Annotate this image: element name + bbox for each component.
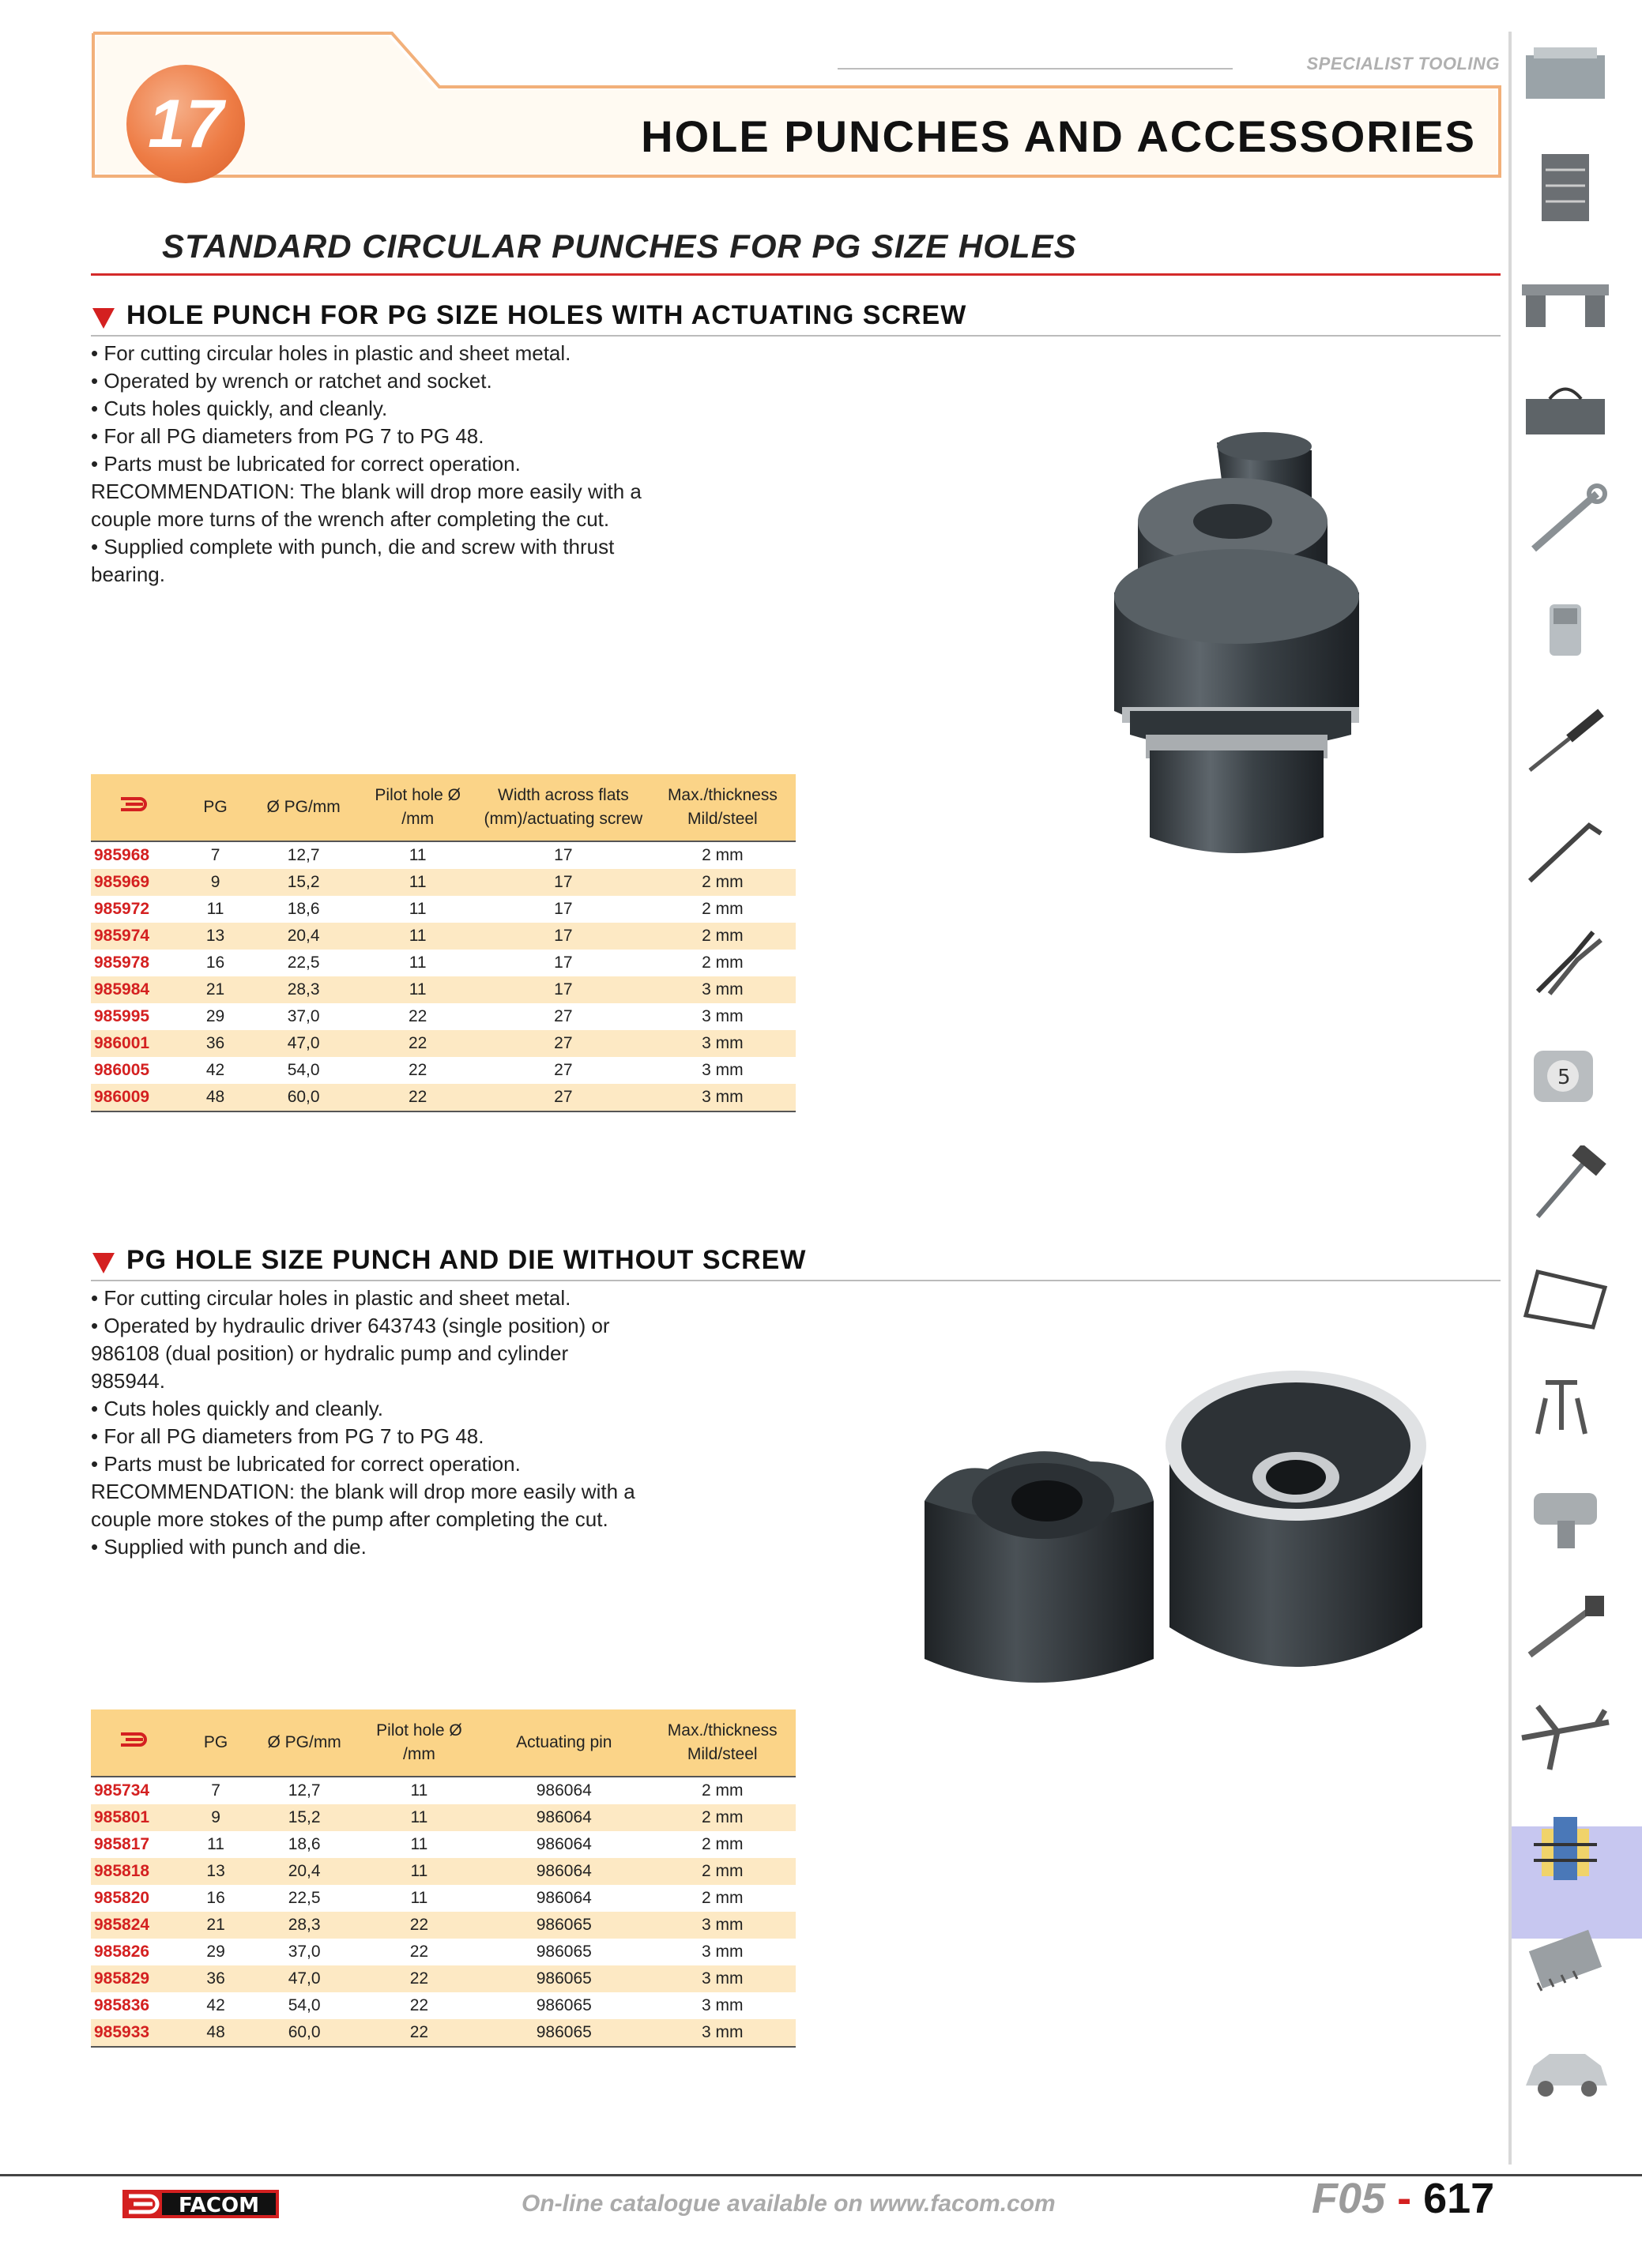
desc-line: • Supplied with punch and die.	[91, 1535, 367, 1559]
table-cell: 42	[205, 1061, 225, 1079]
desc-line: • Cuts holes quickly and cleanly.	[91, 1397, 383, 1420]
reference-cell: 986001	[94, 1034, 150, 1052]
table-cell: 11	[409, 953, 427, 972]
table-cell: 986064	[536, 1781, 592, 1800]
chapter-number-badge: 17	[126, 65, 245, 183]
table-cell: 15,2	[287, 873, 320, 891]
desc-line: • For all PG diameters from PG 7 to PG 48.	[91, 424, 484, 448]
table-row	[91, 1858, 796, 1885]
reference-cell: 986009	[91, 1084, 182, 1111]
reference-cell: 985820	[94, 1889, 150, 1907]
table-cell: 11	[409, 900, 427, 918]
page-title: HOLE PUNCHES AND ACCESSORIES	[641, 111, 1476, 161]
table-cell: 27	[554, 1034, 573, 1052]
table-cell: 11	[410, 1808, 428, 1826]
hacksaw-icon[interactable]	[1514, 1256, 1617, 1335]
section-divider	[91, 273, 1501, 276]
section-title: STANDARD CIRCULAR PUNCHES FOR PG SIZE HOLES	[162, 228, 1077, 265]
electronics-icon[interactable]	[1514, 1920, 1617, 1999]
table-cell: 986064	[536, 1835, 592, 1853]
table-cell: 7	[211, 1781, 220, 1800]
table-cell: 11	[410, 1835, 428, 1853]
table-row	[91, 1939, 796, 1965]
reference-cell: 985826	[94, 1943, 150, 1961]
table-cell: 48	[183, 2019, 250, 2047]
table-cell: 54,0	[287, 1061, 320, 1079]
table-cell: 60,0	[250, 2019, 360, 2047]
table-row	[91, 1912, 796, 1939]
table-cell: 22	[409, 1969, 429, 1988]
svg-text:FACOM: FACOM	[179, 2194, 259, 2217]
table-cell: 22,5	[288, 1889, 321, 1907]
table-row	[91, 841, 796, 869]
car-icon[interactable]	[1514, 2030, 1617, 2109]
reference-cell: 985817	[94, 1835, 150, 1853]
punch-and-die-image	[917, 1343, 1517, 1754]
table-cell: 27	[554, 1061, 573, 1079]
column-header: PG	[183, 1709, 250, 1777]
facom-logo	[122, 2190, 279, 2218]
table-cell: 17	[554, 953, 573, 972]
table-cell: 11	[410, 1889, 428, 1907]
table-cell: 3 mm	[701, 1969, 744, 1988]
pipe-wrench-icon[interactable]	[1514, 1588, 1617, 1667]
table-cell: 16	[206, 1889, 225, 1907]
aircraft-icon[interactable]	[1514, 1698, 1617, 1777]
reference-cell: 985734	[94, 1781, 150, 1800]
table-cell: 22	[358, 1084, 477, 1111]
table-cell: 2 mm	[702, 900, 744, 918]
hole-punch-with-screw-image	[1075, 427, 1383, 869]
table-cell: 47,0	[288, 1969, 321, 1988]
table-cell: 17	[554, 873, 573, 891]
table-cell: 54,0	[288, 1996, 321, 2014]
reference-icon	[119, 795, 154, 813]
product1-table	[91, 774, 796, 1112]
reference-cell: 985933	[91, 2019, 183, 2047]
roller-cabinet-icon[interactable]	[1514, 150, 1617, 229]
workbench-icon[interactable]	[1514, 261, 1617, 340]
table-cell: 2 mm	[701, 1889, 744, 1907]
table-row	[91, 976, 796, 1003]
page-separator: -	[1397, 2175, 1412, 2222]
table-cell: 13	[205, 927, 225, 945]
table-row	[91, 1831, 796, 1858]
table-cell: 11	[207, 1835, 224, 1853]
table-cell: 15,2	[288, 1808, 321, 1826]
hex-key-icon[interactable]	[1514, 814, 1617, 893]
table-cell: 22,5	[287, 953, 320, 972]
category-label: SPECIALIST TOOLING	[1306, 54, 1500, 73]
table-cell: 7	[210, 846, 220, 864]
table-cell: 22	[409, 1943, 429, 1961]
column-header: Ø PG/mm	[250, 1709, 360, 1777]
table-cell: 60,0	[249, 1084, 359, 1111]
table-cell: 22	[409, 1034, 427, 1052]
table-row	[91, 1885, 796, 1912]
pliers-icon[interactable]	[1514, 924, 1617, 1003]
table-cell: 22	[409, 1061, 427, 1079]
column-header: Max./thickness Mild/steel	[650, 774, 796, 841]
toolbox-icon[interactable]	[1514, 371, 1617, 450]
table-row	[91, 1965, 796, 1992]
table-cell: 42	[206, 1996, 225, 2014]
desc-line: • Parts must be lubricated for correct operation.	[91, 1452, 521, 1476]
table-cell: 9	[210, 873, 220, 891]
table-cell: 3 mm	[650, 1084, 796, 1111]
table-cell: 36	[205, 1034, 225, 1052]
column-header: Pilot hole Ø /mm	[360, 1709, 479, 1777]
table-cell: 36	[206, 1969, 225, 1988]
table-row	[91, 1003, 796, 1030]
reference-cell: 985836	[94, 1996, 150, 2014]
table-row	[91, 1777, 796, 1804]
table-row	[91, 1804, 796, 1831]
table-row	[91, 1057, 796, 1084]
page-number	[1312, 2174, 1494, 2223]
table-cell: 17	[554, 927, 573, 945]
table-row	[91, 869, 796, 896]
table-cell: 20,4	[288, 1862, 321, 1880]
desc-line: • For cutting circular holes in plastic and sheet metal.	[91, 341, 571, 365]
power-tool-icon[interactable]	[1514, 1477, 1617, 1556]
puller-icon[interactable]	[1514, 1367, 1617, 1446]
table-cell: 2 mm	[701, 1808, 744, 1826]
table-cell: 22	[409, 1996, 429, 2014]
table-cell: 2 mm	[702, 927, 744, 945]
ref-column-header	[91, 1709, 183, 1777]
table-cell: 18,6	[287, 900, 320, 918]
table-cell: 2 mm	[701, 1862, 744, 1880]
desc-line: • Supplied complete with punch, die and screw with thrust bearing.	[91, 535, 615, 586]
table-cell: 2 mm	[702, 873, 744, 891]
table-cell: 11	[409, 846, 427, 864]
specialist-tooling-icon[interactable]	[1514, 1809, 1617, 1888]
category-rule	[838, 68, 1233, 70]
table-cell: 12,7	[288, 1781, 321, 1800]
reference-cell: 985818	[94, 1862, 150, 1880]
table-cell: 3 mm	[701, 1916, 744, 1934]
desc-line: • Operated by hydraulic driver 643743 (single position) or 986108 (dual position) or hydralic pump and cylinder 985944.	[91, 1314, 610, 1393]
table-cell: 11	[410, 1781, 428, 1800]
page-number-value: 617	[1423, 2175, 1495, 2222]
table-cell: 17	[554, 846, 573, 864]
table-cell: 21	[206, 1916, 225, 1934]
table-cell: 11	[409, 927, 427, 945]
ref-column-header	[91, 774, 182, 841]
table-cell: 3 mm	[702, 1007, 744, 1025]
table-cell: 13	[206, 1862, 225, 1880]
table-cell: 2 mm	[701, 1835, 744, 1853]
table-cell: 17	[554, 980, 573, 999]
desc-line: • For all PG diameters from PG 7 to PG 48.	[91, 1424, 484, 1448]
reference-cell: 985969	[94, 873, 150, 891]
table-cell: 11	[409, 980, 427, 999]
table-cell: 11	[410, 1862, 428, 1880]
table-cell: 986065	[536, 1969, 592, 1988]
table-cell: 986064	[536, 1862, 592, 1880]
section-marker-icon	[92, 308, 115, 329]
table-cell: 9	[211, 1808, 220, 1826]
reference-cell: 985972	[94, 900, 150, 918]
reference-cell: 985978	[94, 953, 150, 972]
workstation-icon[interactable]	[1514, 39, 1617, 118]
desc-line: RECOMMENDATION: the blank will drop more easily with a couple more stokes of the pump after completing the cut.	[91, 1480, 635, 1531]
socket-icon[interactable]	[1514, 592, 1617, 671]
reference-cell: 985984	[94, 980, 150, 999]
table-cell: 17	[554, 900, 573, 918]
table-cell: 3 mm	[702, 1034, 744, 1052]
table-cell: 986065	[536, 1996, 592, 2014]
table-cell: 29	[206, 1943, 225, 1961]
page-section: F05	[1312, 2175, 1386, 2222]
table-cell: 16	[205, 953, 225, 972]
reference-cell: 986005	[94, 1061, 150, 1079]
tape-measure-icon[interactable]	[1514, 1035, 1617, 1114]
column-header: Ø PG/mm	[249, 774, 359, 841]
screwdriver-icon[interactable]	[1514, 703, 1617, 782]
table-row	[91, 1992, 796, 2019]
table-row	[91, 923, 796, 950]
reference-cell: 985829	[94, 1969, 150, 1988]
table-cell: 18,6	[288, 1835, 321, 1853]
table-cell: 2 mm	[702, 846, 744, 864]
table-cell: 48	[182, 1084, 249, 1111]
reference-cell: 985801	[94, 1808, 150, 1826]
column-header: Width across flats (mm)/actuating screw	[477, 774, 650, 841]
table-cell: 2 mm	[701, 1781, 744, 1800]
desc-line: • For cutting circular holes in plastic and sheet metal.	[91, 1286, 571, 1310]
table-cell: 28,3	[288, 1916, 321, 1934]
table-cell: 21	[205, 980, 225, 999]
reference-cell: 985824	[94, 1916, 150, 1934]
table-cell: 12,7	[287, 846, 320, 864]
column-header: Pilot hole Ø /mm	[358, 774, 477, 841]
table-cell: 3 mm	[701, 1943, 744, 1961]
table-cell: 11	[206, 900, 224, 918]
table-cell: 47,0	[287, 1034, 320, 1052]
svg-text:5: 5	[1557, 1066, 1571, 1089]
table-cell: 3 mm	[701, 1996, 744, 2014]
section-marker-icon	[92, 1253, 115, 1273]
table-cell: 2 mm	[702, 953, 744, 972]
table-row	[91, 896, 796, 923]
table-cell: 27	[477, 1084, 650, 1111]
product1-description	[91, 340, 644, 589]
product1-divider	[91, 335, 1501, 337]
desc-line: • Cuts holes quickly, and cleanly.	[91, 397, 388, 420]
table-cell: 37,0	[288, 1943, 321, 1961]
table-cell: 986064	[536, 1889, 592, 1907]
table-cell: 27	[554, 1007, 573, 1025]
table-cell: 22	[360, 2019, 479, 2047]
product2-heading: PG HOLE SIZE PUNCH AND DIE WITHOUT SCREW	[126, 1245, 807, 1275]
column-header: PG	[182, 774, 249, 841]
table-cell: 22	[409, 1007, 427, 1025]
table-cell: 28,3	[287, 980, 320, 999]
table-cell: 986064	[536, 1808, 592, 1826]
table-row	[91, 1030, 796, 1057]
product2-description	[91, 1284, 644, 1561]
reference-cell: 985968	[94, 846, 150, 864]
reference-cell: 985995	[94, 1007, 150, 1025]
table-cell: 986065	[536, 1916, 592, 1934]
hammer-icon[interactable]	[1514, 1145, 1617, 1224]
column-header: Max./thickness Mild/steel	[649, 1709, 796, 1777]
table-cell: 986065	[536, 1943, 592, 1961]
table-cell: 3 mm	[702, 1061, 744, 1079]
table-cell: 20,4	[287, 927, 320, 945]
reference-icon	[119, 1731, 154, 1748]
table-cell: 3 mm	[649, 2019, 796, 2047]
column-header: Actuating pin	[479, 1709, 649, 1777]
wrench-icon[interactable]	[1514, 482, 1617, 561]
table-cell: 986065	[479, 2019, 649, 2047]
reference-cell: 985974	[94, 927, 150, 945]
product1-heading: HOLE PUNCH FOR PG SIZE HOLES WITH ACTUATING SCREW	[126, 300, 967, 330]
table-row	[91, 2019, 796, 2047]
table-row	[91, 1084, 796, 1111]
table-cell: 22	[409, 1916, 429, 1934]
desc-line: RECOMMENDATION: The blank will drop more easily with a couple more turns of the wrench after completing the cut.	[91, 480, 642, 531]
catalogue-note: On-line catalogue available on www.facom.com	[522, 2191, 1056, 2217]
table-cell: 29	[205, 1007, 225, 1025]
desc-line: • Parts must be lubricated for correct operation.	[91, 452, 521, 476]
table-cell: 11	[409, 873, 427, 891]
product2-table	[91, 1709, 796, 2048]
table-cell: 3 mm	[702, 980, 744, 999]
product2-divider	[91, 1280, 1501, 1281]
table-row	[91, 950, 796, 976]
desc-line: • Operated by wrench or ratchet and socket.	[91, 369, 492, 393]
table-cell: 37,0	[287, 1007, 320, 1025]
